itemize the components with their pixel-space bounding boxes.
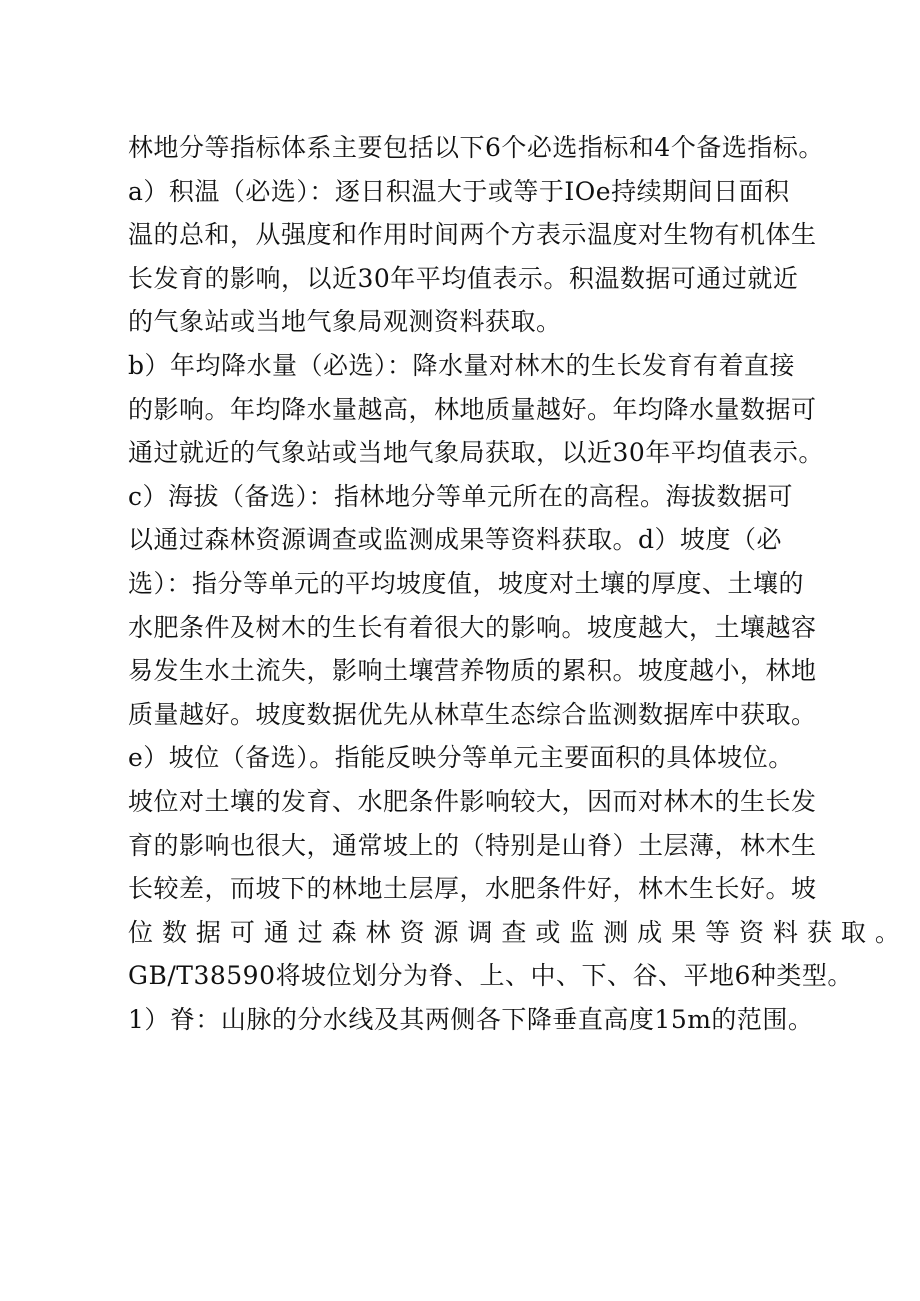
- text-line-10: 以通过森林资源调查或监测成果等资料获取。d）坡度（必: [128, 525, 783, 555]
- text-line-18: 长较差，而坡下的林地土层厚，水肥条件好，林木生长好。坡: [128, 874, 817, 904]
- body-text: [128, 126, 901, 1041]
- text-line-12: 水肥条件及树木的生长有着很大的影响。坡度越大，土壤越容: [128, 612, 817, 642]
- text-line-14: 质量越好。坡度数据优先从林草生态综合监测数据库中获取。: [128, 699, 817, 729]
- text-line-17: 育的影响也很大，通常坡上的（特别是山脊）土层薄，林木生: [128, 830, 817, 860]
- text-line-19: 位 数 据 可 通 过 森 林 资 源 调 查 或 监 测 成 果 等 资 料 获 取 。: [128, 917, 901, 947]
- text-line-8: 通过就近的气象站或当地气象局获取，以近30年平均值表示。: [128, 438, 824, 468]
- text-line-13: 易发生水土流失，影响土壤营养物质的累积。坡度越小，林地: [128, 656, 817, 686]
- text-line-11: 选）：指分等单元的平均坡度值，坡度对土壤的厚度、土壤的: [128, 568, 805, 598]
- text-line-21: 1）脊：山脉的分水线及其两侧各下降垂直高度15m的范围。: [128, 1004, 814, 1034]
- text-line-6: b）年均降水量（必选）：降水量对林木的生长发育有着直接: [128, 350, 796, 380]
- text-line-7: 的影响。年均降水量越高，林地质量越好。年均降水量数据可: [128, 394, 817, 424]
- text-line-9: c）海拔（备选）：指林地分等单元所在的高程。海拔数据可: [128, 481, 794, 511]
- text-line-2: a）积温（必选）：逐日积温大于或等于IOe持续期间日面积: [128, 176, 790, 206]
- text-line-4: 长发育的影响，以近30年平均值表示。积温数据可通过就近: [128, 263, 799, 293]
- text-line-1: 林地分等指标体系主要包括以下6个必选指标和4个备选指标。: [128, 133, 824, 162]
- text-line-5: 的气象站或当地气象局观测资料获取。: [128, 307, 562, 337]
- text-line-20: GB/T38590将坡位划分为脊、上、中、下、谷、平地6种类型。: [128, 961, 853, 991]
- text-line-15: e）坡位（备选）。指能反映分等单元主要面积的具体坡位。: [128, 743, 794, 773]
- text-line-3: 温的总和，从强度和作用时间两个方表示温度对生物有机体生: [128, 220, 817, 250]
- text-line-16: 坡位对土壤的发育、水肥条件影响较大，因而对林木的生长发: [128, 786, 817, 816]
